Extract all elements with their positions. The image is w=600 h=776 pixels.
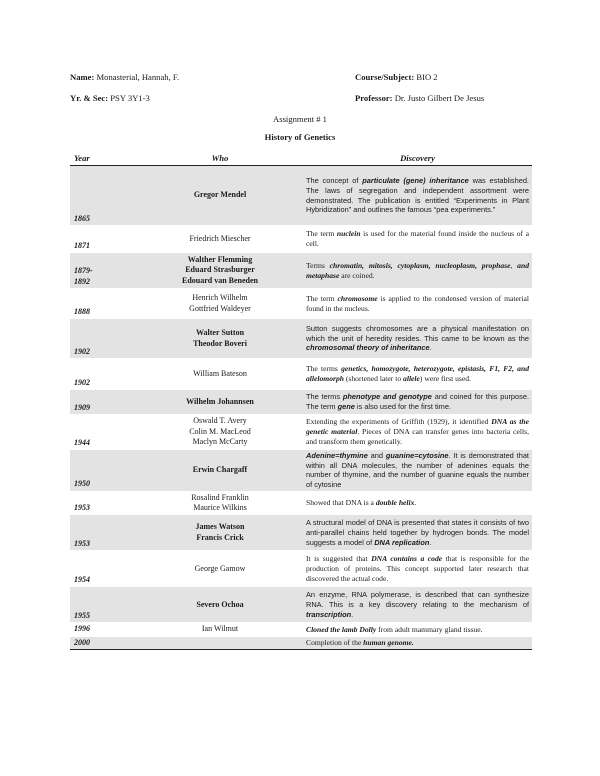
discovery-cell	[303, 491, 532, 515]
year-cell	[70, 636, 137, 649]
table-row	[70, 551, 532, 587]
discovery-text: is also used for the first time.	[354, 402, 451, 411]
table-row	[70, 491, 532, 515]
discovery-text: Extending the experiments of Griffith (1929), it identified	[306, 417, 492, 427]
year-text: 1865	[74, 213, 90, 223]
emphasized-term: chromosomal theory of inheritance	[306, 343, 430, 353]
scientist-name: Oswald T. Avery	[193, 416, 247, 426]
discovery-cell	[303, 166, 532, 226]
discovery-cell	[303, 390, 532, 415]
who-cell	[137, 515, 303, 551]
discovery-text: from adult mammary gland tissue.	[376, 624, 483, 634]
discovery-cell	[303, 623, 532, 636]
column-header-who: Who	[137, 150, 303, 166]
table-row	[70, 587, 532, 623]
year-text: 1953	[74, 538, 90, 548]
scientist-name: Maclyn McCarty	[192, 437, 248, 447]
emphasized-term: gene	[337, 402, 355, 411]
discovery-text: are coined.	[339, 270, 375, 280]
year-cell	[70, 253, 137, 289]
who-cell	[137, 491, 303, 515]
year-cell	[70, 359, 137, 390]
year-cell	[70, 226, 137, 253]
discovery-cell	[303, 551, 532, 587]
discovery-text: .	[351, 609, 354, 619]
discovery-text: ,	[510, 260, 518, 270]
year-section-field	[70, 93, 150, 103]
discovery-text: It is suggested that	[306, 553, 372, 563]
professor-field	[355, 93, 484, 103]
discovery-cell	[303, 289, 532, 319]
year-text: 1909	[74, 402, 90, 412]
year-cell	[70, 289, 137, 319]
year-cell	[70, 450, 137, 492]
scientist-name: Henrich Wilhelm	[192, 293, 248, 303]
table-row	[70, 289, 532, 319]
discovery-text: ) were first used.	[419, 374, 471, 383]
emphasized-term: double helix	[375, 497, 415, 507]
discovery-cell	[303, 450, 532, 492]
scientist-name: Eduard Strasburger	[185, 265, 255, 275]
discovery-cell	[303, 587, 532, 623]
year-text: 2000	[74, 637, 90, 647]
scientist-name: Gregor Mendel	[193, 190, 247, 200]
year-text: 1902	[74, 346, 90, 356]
table-row	[70, 390, 532, 415]
table-row	[70, 226, 532, 253]
year-cell	[70, 166, 137, 226]
emphasized-term: DNA contains a code	[371, 553, 443, 563]
scientist-name: Walter Sutton	[195, 328, 245, 338]
emphasized-term: nuclein	[336, 229, 361, 239]
who-cell	[137, 253, 303, 289]
discovery-text: The terms	[306, 364, 342, 374]
professor-label: Professor:	[355, 93, 393, 103]
emphasized-term: phenotype and genotype	[342, 392, 432, 402]
scientist-name: George Gamow	[194, 563, 246, 573]
emphasized-term: human genome.	[363, 637, 414, 647]
table-body	[70, 166, 532, 650]
year-text: 1888	[74, 306, 90, 316]
year-cell	[70, 587, 137, 623]
scientist-name: Severo Ochoa	[196, 599, 244, 609]
course-value: BIO 2	[416, 72, 438, 82]
emphasized-term: allele	[403, 374, 420, 383]
year-cell	[70, 319, 137, 359]
emphasized-term: and metaphase	[306, 260, 529, 280]
emphasized-term: DNA replication	[374, 537, 430, 547]
year-text: 1892	[74, 276, 90, 286]
year-text: 1954	[74, 574, 90, 584]
course-label: Course/Subject:	[355, 72, 415, 82]
table-row	[70, 636, 532, 649]
who-cell	[137, 390, 303, 415]
discovery-cell	[303, 636, 532, 649]
scientist-name: Ian Wilmut	[201, 624, 239, 634]
name-label: Name:	[70, 72, 95, 82]
genetics-table	[70, 150, 532, 650]
year-text: 1955	[74, 610, 90, 620]
scientist-name: Rosalind Franklin	[191, 492, 249, 502]
who-cell	[137, 587, 303, 623]
discovery-text: Completion of the	[306, 637, 364, 647]
discovery-text: (shortened later to	[343, 374, 404, 383]
page-title: History of Genetics	[264, 132, 336, 142]
discovery-cell	[303, 319, 532, 359]
discovery-text: .	[429, 343, 432, 353]
scientist-name: James Watson	[195, 522, 245, 532]
emphasized-term: chromosome	[337, 293, 378, 303]
who-cell	[137, 289, 303, 319]
year-cell	[70, 390, 137, 415]
scientist-name: Friedrich Miescher	[189, 233, 251, 243]
discovery-text: and coined for this purpose. The term	[306, 392, 530, 411]
table-row	[70, 450, 532, 492]
column-header-year: Year	[70, 150, 137, 166]
scientist-name: Erwin Chargaff	[192, 465, 248, 475]
table-row	[70, 253, 532, 289]
scientist-name: Wilhelm Johannsen	[186, 396, 254, 406]
name-field	[70, 72, 179, 82]
scientist-name: Maurice Wilkins	[193, 502, 247, 512]
emphasized-term: Cloned the lamb Dolly	[306, 624, 377, 634]
who-cell	[137, 551, 303, 587]
year-text: 1950	[74, 479, 90, 489]
year-text: 1996	[74, 624, 90, 634]
discovery-text: . It is demonstrated that within all DNA molecules, the number of adenines equals the number of thymine, and the number of guanine equals the number of cytosine	[306, 451, 529, 489]
emphasized-term: particulate (gene) inheritance	[362, 176, 469, 186]
discovery-text: Sutton suggests chromosomes are a physical manifestation on which the unit of heredity resides. This came to be known as the	[306, 324, 529, 343]
discovery-cell	[303, 226, 532, 253]
discovery-text: A structural model of DNA is presented that states it consists of two anti-parallel chains held together by hydrogen bonds. The model suggests a model of	[306, 518, 529, 547]
scientist-name: Francis Crick	[196, 532, 244, 542]
emphasized-term: Adenine=thymine	[306, 451, 368, 460]
discovery-text: .	[429, 537, 432, 547]
who-cell	[137, 415, 303, 450]
discovery-text: The concept of	[306, 176, 363, 186]
scientist-name: William Bateson	[193, 368, 247, 378]
name-value: Monasterial, Hannah, F.	[96, 72, 180, 82]
discovery-cell	[303, 515, 532, 551]
table-row	[70, 319, 532, 359]
scientist-name: Edouard van Beneden	[181, 275, 259, 285]
who-cell	[137, 450, 303, 492]
discovery-text: is applied to the condensed version of material found in the nucleus.	[306, 293, 529, 313]
discovery-text: An enzyme, RNA polymerase, is described that can synthesize RNA. This is a key discovery relating to the mechanism of	[306, 590, 529, 609]
table-header-row	[70, 150, 532, 166]
discovery-text: is used for the material found inside the nucleus of a cell.	[306, 229, 529, 248]
course-field	[355, 72, 438, 82]
discovery-text: The terms	[306, 392, 343, 402]
who-cell	[137, 359, 303, 390]
year-cell	[70, 623, 137, 636]
year-text: 1953	[74, 502, 90, 512]
discovery-text: and	[367, 451, 386, 460]
scientist-name: Theodor Boveri	[193, 338, 247, 348]
year-section-label: Yr. & Sec:	[70, 93, 109, 103]
discovery-text: The term	[306, 293, 338, 303]
who-cell	[137, 319, 303, 359]
who-cell	[137, 226, 303, 253]
table-row	[70, 515, 532, 551]
year-text: 1902	[74, 377, 90, 387]
year-cell	[70, 491, 137, 515]
year-cell	[70, 515, 137, 551]
table-row	[70, 166, 532, 226]
scientist-name: Gottfried Waldeyer	[189, 303, 251, 313]
emphasized-term: chromatin, mitosis, cytoplasm, nucleoplasm, prophase	[329, 260, 511, 270]
discovery-text: was established. The laws of segregation and independent assortment were demonstrated. The publication is entitled “Experiments in Plant Hybridization” and outlines the famous “pea experiments.”	[306, 176, 529, 215]
year-text: 1944	[74, 437, 90, 447]
discovery-cell	[303, 253, 532, 289]
year-section-value: PSY 3Y1-3	[110, 93, 150, 103]
table-row	[70, 415, 532, 450]
discovery-text: . Pieces of DNA can transfer genes into bacteria cells, and transform them genetically.	[306, 427, 529, 446]
scientist-name: Walther Flemming	[187, 254, 253, 264]
who-cell	[137, 623, 303, 636]
emphasized-term: genetics, homozygote, heterozygote, epistasis, F1, F2, and allelomorph	[306, 364, 529, 383]
discovery-cell	[303, 359, 532, 390]
discovery-text: Terms	[306, 260, 330, 270]
who-cell	[137, 166, 303, 226]
discovery-text: The term	[306, 229, 337, 239]
discovery-text: .	[414, 497, 417, 507]
discovery-text: that is responsible for the production of proteins. This concept supported later research that discovered the actual code.	[306, 553, 529, 583]
column-header-discovery: Discovery	[303, 150, 532, 166]
table-row	[70, 359, 532, 390]
emphasized-term: transcription	[306, 609, 352, 619]
assignment-label: Assignment # 1	[273, 114, 327, 124]
emphasized-term: DNA as the genetic material	[306, 417, 529, 437]
discovery-cell	[303, 415, 532, 450]
year-text: 1879-	[74, 266, 93, 276]
discovery-text: Showed that DNA is a	[306, 497, 376, 507]
year-text: 1871	[74, 240, 90, 250]
professor-value: Dr. Justo Gilbert De Jesus	[394, 93, 485, 103]
year-cell	[70, 551, 137, 587]
table-row	[70, 623, 532, 636]
emphasized-term: guanine=cytosine	[385, 451, 449, 460]
who-cell	[137, 636, 303, 649]
year-cell	[70, 415, 137, 450]
scientist-name: Colin M. MacLeod	[189, 426, 251, 436]
